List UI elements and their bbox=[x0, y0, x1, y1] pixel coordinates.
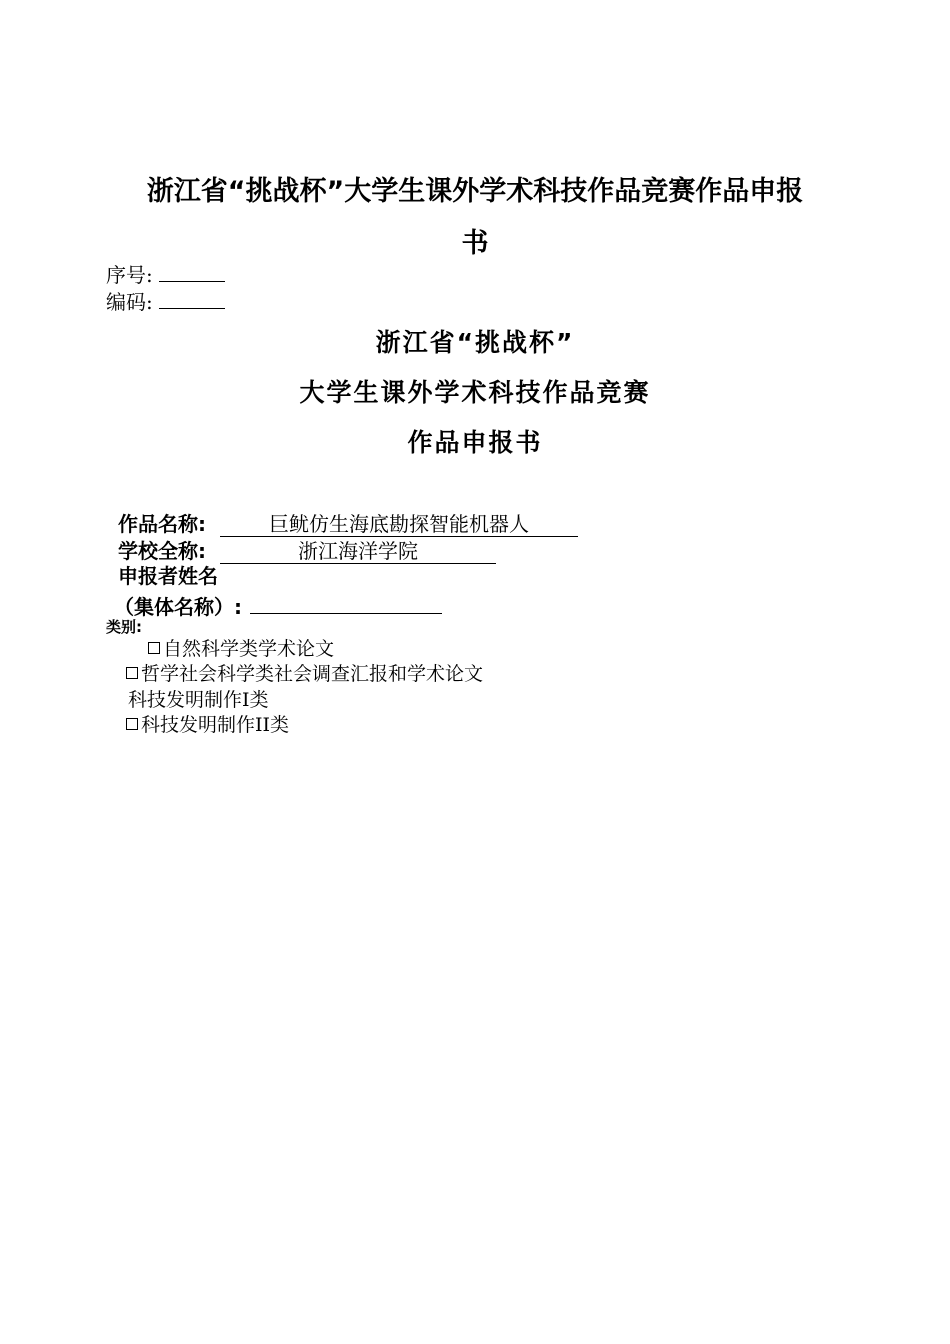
work-name-value[interactable]: 巨鱿仿生海底勘探智能机器人 bbox=[220, 512, 578, 537]
document-title bbox=[110, 166, 840, 270]
category-option-label: 哲学社会科学类社会调查汇报和学术论文 bbox=[141, 663, 484, 685]
code-blank[interactable] bbox=[159, 292, 225, 309]
category-option-natural-science[interactable] bbox=[148, 637, 334, 661]
school-value[interactable]: 浙江海洋学院 bbox=[220, 539, 496, 564]
applicant-field bbox=[114, 589, 442, 620]
cover-title-line3: 作品申报书 bbox=[407, 428, 543, 457]
applicant-label-line2: （集体名称）: bbox=[114, 595, 242, 619]
category-option-invention-1[interactable] bbox=[128, 688, 269, 712]
checkbox-icon[interactable] bbox=[126, 718, 138, 730]
code-row bbox=[106, 290, 225, 314]
document-title-line2: 书 bbox=[461, 228, 489, 259]
serial-number-blank[interactable] bbox=[159, 265, 225, 282]
serial-number-row bbox=[106, 263, 225, 287]
applicant-label-line1-row bbox=[118, 563, 218, 589]
checkbox-icon[interactable] bbox=[126, 667, 138, 679]
work-name-field bbox=[118, 511, 578, 537]
category-option-social-science[interactable] bbox=[126, 662, 483, 686]
category-option-invention-2[interactable] bbox=[126, 713, 289, 737]
checkbox-icon[interactable] bbox=[148, 642, 160, 654]
document-title-line1: 浙江省“挑战杯”大学生课外学术科技作品竞赛作品申报 bbox=[146, 176, 804, 207]
category-option-label: 科技发明制作I类 bbox=[128, 689, 269, 711]
category-option-label: 科技发明制作II类 bbox=[141, 714, 290, 736]
serial-number-label: 序号: bbox=[106, 263, 153, 287]
work-name-label: 作品名称: bbox=[118, 512, 206, 536]
category-label: 类别: bbox=[106, 618, 142, 636]
category-option-label: 自然科学类学术论文 bbox=[163, 638, 335, 660]
applicant-label-line1: 申报者姓名 bbox=[118, 564, 218, 588]
applicant-value[interactable] bbox=[250, 589, 442, 614]
code-label: 编码: bbox=[106, 290, 153, 314]
cover-title-line2: 大学生课外学术科技作品竞赛 bbox=[299, 378, 651, 407]
school-label: 学校全称: bbox=[118, 539, 206, 563]
cover-title-line1: 浙江省“挑战杯” bbox=[375, 328, 575, 357]
school-field bbox=[118, 538, 496, 564]
